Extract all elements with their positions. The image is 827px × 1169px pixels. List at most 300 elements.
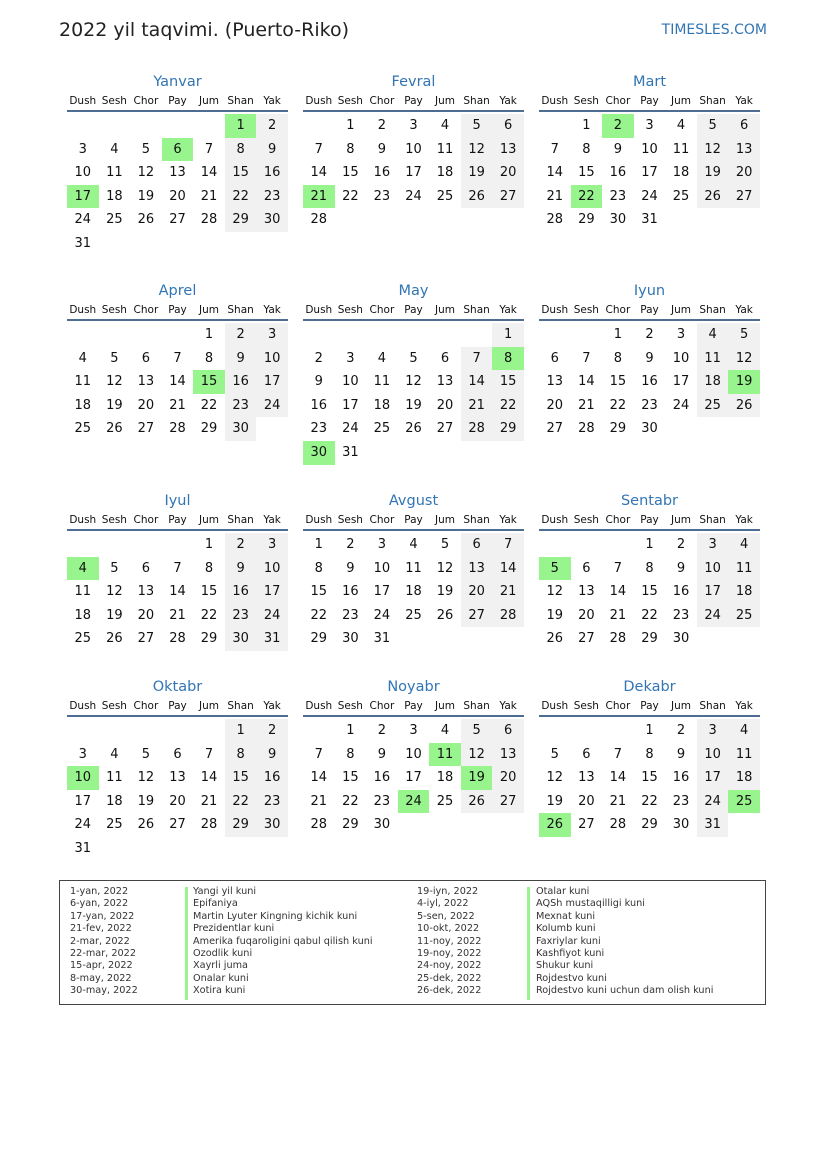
- day-cell: 3: [256, 323, 288, 347]
- day-cell: 18: [697, 370, 729, 394]
- day-cell: 18: [436, 165, 454, 181]
- day-cell: 9: [613, 141, 623, 157]
- day-cell: 8: [225, 743, 257, 767]
- weekday-label: Sesh: [101, 304, 127, 316]
- day-grid: [539, 114, 760, 232]
- day-cell: 25: [74, 631, 92, 647]
- day-cell: 2: [676, 537, 686, 552]
- day-cell: 11: [436, 141, 454, 157]
- day-cell: 15: [641, 584, 658, 600]
- empty-cell: [398, 323, 430, 347]
- day-cell: 22: [342, 188, 359, 204]
- day-cell: 21: [200, 793, 218, 809]
- month-name: Sentabr: [620, 493, 679, 509]
- weekday-label: Chor: [369, 700, 395, 712]
- legend-date: 5-sen, 2022: [417, 910, 475, 922]
- day-cell: 11: [728, 557, 760, 581]
- day-cell: 27: [461, 604, 493, 628]
- day-cell: 9: [377, 746, 387, 762]
- day-cell: 11: [373, 374, 391, 390]
- day-cell: 22: [641, 793, 658, 809]
- day-cell: 23: [672, 793, 690, 809]
- day-cell: 19: [461, 766, 493, 790]
- day-cell: 17: [405, 770, 422, 786]
- day-cell: 24: [256, 604, 288, 628]
- day-cell: 31: [74, 840, 92, 856]
- day-cell: 18: [672, 165, 690, 181]
- day-cell: 8: [204, 560, 214, 576]
- brand-link[interactable]: TIMESLES.COM: [661, 22, 767, 38]
- day-cell: 25: [728, 790, 760, 814]
- day-cell: 11: [74, 584, 92, 600]
- day-cell: 25: [672, 188, 690, 204]
- day-cell: 4: [728, 719, 760, 743]
- day-cell: 17: [256, 370, 288, 394]
- day-cell: 16: [256, 766, 288, 790]
- day-cell: 1: [645, 537, 654, 552]
- day-cell: 3: [697, 533, 729, 557]
- day-cell: 7: [613, 560, 623, 576]
- day-cell: 14: [200, 165, 218, 181]
- empty-cell: [67, 114, 99, 138]
- month-name: Mart: [632, 74, 667, 90]
- day-cell: 18: [728, 766, 760, 790]
- weekday-label: Dush: [541, 95, 569, 107]
- day-cell: 24: [342, 421, 359, 437]
- day-cell: 20: [169, 793, 186, 809]
- day-cell: 13: [492, 743, 524, 767]
- day-cell: 10: [405, 141, 422, 157]
- legend-name: Rojdestvo kuni: [536, 972, 607, 984]
- day-cell: 10: [672, 350, 690, 366]
- day-cell: 23: [609, 188, 627, 204]
- day-grid: [303, 114, 524, 232]
- day-cell: 26: [405, 421, 422, 437]
- legend-date: 8-may, 2022: [70, 972, 132, 984]
- day-cell: 19: [546, 607, 564, 623]
- legend-name: Shukur kuni: [536, 960, 594, 972]
- day-cell: 29: [310, 631, 328, 647]
- day-cell: 22: [609, 397, 627, 413]
- weekday-label: Sesh: [337, 700, 363, 712]
- empty-cell: [539, 323, 571, 347]
- day-cell: 25: [436, 793, 454, 809]
- day-cell: 20: [492, 161, 524, 185]
- weekday-header: [539, 513, 760, 531]
- empty-cell: [67, 719, 99, 743]
- day-cell: 20: [169, 188, 186, 204]
- legend-name: Amerika fuqaroligini qabul qilish kuni: [193, 935, 373, 947]
- day-cell: 27: [728, 185, 760, 209]
- day-cell: 19: [546, 793, 564, 809]
- day-cell: 21: [546, 188, 564, 204]
- day-cell: 29: [609, 421, 627, 437]
- day-cell: 3: [78, 746, 87, 762]
- month-8: [303, 491, 524, 651]
- day-cell: 27: [578, 817, 595, 833]
- weekday-label: Dush: [305, 304, 333, 316]
- month-6: [539, 281, 760, 441]
- weekday-label: Yak: [735, 304, 753, 316]
- empty-cell: [99, 114, 131, 138]
- legend-date: 22-mar, 2022: [70, 947, 136, 959]
- weekday-label: Chor: [369, 304, 395, 316]
- weekday-label: Chor: [605, 700, 631, 712]
- weekday-label: Pay: [404, 700, 423, 712]
- day-cell: 18: [436, 770, 454, 786]
- day-cell: 31: [342, 444, 359, 460]
- day-cell: 5: [728, 323, 760, 347]
- month-name: Aprel: [158, 283, 197, 299]
- day-cell: 8: [346, 141, 355, 157]
- day-cell: 10: [256, 347, 288, 371]
- day-cell: 4: [78, 350, 87, 366]
- day-cell: 23: [225, 394, 257, 418]
- day-cell: 29: [200, 421, 218, 437]
- day-cell: 22: [492, 394, 524, 418]
- day-cell: 15: [609, 374, 627, 390]
- day-grid: [539, 533, 760, 651]
- day-cell: 6: [141, 350, 151, 366]
- day-cell: 20: [578, 607, 595, 623]
- day-cell: 7: [204, 141, 214, 157]
- day-cell: 24: [697, 604, 729, 628]
- day-cell: 25: [373, 421, 391, 437]
- weekday-label: Dush: [541, 514, 569, 526]
- day-cell: 1: [204, 327, 214, 342]
- weekday-label: Shan: [227, 304, 254, 316]
- day-cell: 1: [346, 118, 355, 133]
- weekday-label: Yak: [499, 700, 517, 712]
- legend-name: Ozodlik kuni: [193, 947, 253, 959]
- day-cell: 3: [697, 719, 729, 743]
- weekday-label: Dush: [69, 700, 97, 712]
- day-cell: 4: [110, 141, 119, 157]
- day-cell: 28: [546, 212, 564, 228]
- day-cell: 29: [492, 417, 524, 441]
- day-cell: 28: [609, 817, 627, 833]
- day-cell: 20: [728, 161, 760, 185]
- day-cell: 24: [373, 607, 391, 623]
- day-cell: 26: [106, 421, 123, 437]
- day-cell: 1: [314, 537, 323, 552]
- day-cell: 27: [492, 185, 524, 209]
- day-cell: 1: [204, 537, 214, 552]
- empty-cell: [67, 323, 99, 347]
- weekday-label: Pay: [168, 95, 187, 107]
- day-cell: 11: [74, 374, 92, 390]
- day-cell: 19: [405, 397, 422, 413]
- day-cell: 4: [67, 557, 99, 581]
- day-grid: [539, 323, 760, 441]
- empty-cell: [99, 719, 131, 743]
- day-cell: 27: [546, 421, 564, 437]
- day-cell: 12: [546, 770, 564, 786]
- empty-cell: [162, 533, 194, 557]
- day-cell: 13: [578, 770, 595, 786]
- weekday-label: Dush: [69, 95, 97, 107]
- day-cell: 31: [373, 631, 391, 647]
- month-name: Iyul: [164, 493, 191, 509]
- legend-right-names: [536, 886, 713, 998]
- day-cell: 3: [645, 118, 654, 133]
- empty-cell: [571, 323, 603, 347]
- weekday-label: Chor: [369, 514, 395, 526]
- day-grid: [303, 323, 524, 465]
- legend-date: 1-yan, 2022: [70, 886, 129, 897]
- weekday-label: Dush: [305, 514, 333, 526]
- empty-cell: [130, 323, 162, 347]
- day-cell: 23: [373, 188, 391, 204]
- empty-cell: [539, 114, 571, 138]
- day-cell: 29: [641, 817, 658, 833]
- day-cell: 17: [67, 185, 99, 209]
- day-grid: [303, 533, 524, 651]
- weekday-label: Sesh: [101, 95, 127, 107]
- day-cell: 22: [342, 793, 359, 809]
- day-cell: 14: [169, 584, 186, 600]
- day-cell: 4: [409, 537, 418, 552]
- weekday-label: Chor: [133, 95, 159, 107]
- day-cell: 8: [645, 746, 654, 762]
- empty-cell: [303, 114, 335, 138]
- empty-cell: [335, 323, 367, 347]
- weekday-label: Jum: [435, 514, 456, 526]
- day-cell: 17: [641, 165, 658, 181]
- legend-left-names: [193, 886, 373, 998]
- day-cell: 14: [169, 374, 186, 390]
- day-grid: [67, 114, 288, 256]
- day-grid: [303, 719, 524, 837]
- day-cell: 13: [137, 584, 155, 600]
- day-cell: 20: [436, 397, 454, 413]
- day-cell: 26: [137, 212, 155, 228]
- weekday-header: [303, 513, 524, 531]
- empty-cell: [539, 533, 571, 557]
- day-cell: 15: [310, 584, 328, 600]
- day-cell: 8: [314, 560, 323, 576]
- day-cell: 23: [373, 793, 391, 809]
- day-cell: 15: [578, 165, 595, 181]
- day-cell: 7: [173, 350, 182, 366]
- day-cell: 13: [169, 770, 186, 786]
- day-cell: 5: [440, 537, 450, 552]
- legend-name: Epifaniya: [193, 898, 238, 910]
- day-cell: 7: [613, 746, 623, 762]
- day-grid: [67, 719, 288, 861]
- day-cell: 5: [409, 350, 418, 366]
- day-cell: 19: [461, 161, 493, 185]
- day-cell: 4: [110, 746, 119, 762]
- day-cell: 8: [645, 560, 654, 576]
- day-cell: 12: [461, 743, 493, 767]
- day-cell: 9: [314, 374, 323, 390]
- empty-cell: [130, 719, 162, 743]
- day-cell: 6: [162, 138, 194, 162]
- weekday-label: Pay: [404, 304, 423, 316]
- weekday-label: Sesh: [337, 95, 363, 107]
- weekday-label: Yak: [263, 514, 281, 526]
- day-cell: 20: [546, 397, 564, 413]
- day-cell: 17: [342, 397, 359, 413]
- weekday-label: Shan: [699, 304, 726, 316]
- day-cell: 1: [225, 719, 257, 743]
- day-cell: 7: [492, 533, 524, 557]
- day-cell: 11: [728, 743, 760, 767]
- weekday-label: Shan: [227, 95, 254, 107]
- legend-date: 17-yan, 2022: [70, 910, 135, 922]
- day-cell: 27: [137, 421, 155, 437]
- month-2: [303, 72, 524, 232]
- weekday-label: Pay: [404, 514, 423, 526]
- weekday-label: Dush: [541, 700, 569, 712]
- day-cell: 14: [200, 770, 218, 786]
- day-cell: 5: [461, 114, 493, 138]
- weekday-header: [67, 513, 288, 531]
- day-cell: 11: [106, 770, 123, 786]
- day-cell: 11: [106, 165, 123, 181]
- day-cell: 14: [310, 770, 328, 786]
- day-cell: 28: [169, 421, 186, 437]
- legend-date: 24-noy, 2022: [417, 960, 482, 972]
- day-cell: 6: [492, 719, 524, 743]
- day-cell: 24: [74, 817, 92, 833]
- day-cell: 9: [676, 746, 686, 762]
- weekday-header: [303, 699, 524, 717]
- day-cell: 31: [256, 627, 288, 651]
- empty-cell: [571, 719, 603, 743]
- day-cell: 15: [225, 161, 257, 185]
- weekday-label: Yak: [735, 95, 753, 107]
- day-cell: 21: [461, 394, 493, 418]
- day-cell: 23: [256, 185, 288, 209]
- day-cell: 13: [728, 138, 760, 162]
- legend-right-bar: [527, 887, 530, 1000]
- legend-name: Kolumb kuni: [536, 923, 596, 935]
- weekday-label: Pay: [404, 95, 423, 107]
- weekday-label: Jum: [435, 304, 456, 316]
- empty-cell: [162, 323, 194, 347]
- legend-name: AQSh mustaqilligi kuni: [536, 898, 645, 910]
- weekday-header: [67, 94, 288, 112]
- day-cell: 17: [74, 793, 92, 809]
- day-cell: 28: [578, 421, 595, 437]
- month-4: [67, 281, 288, 441]
- day-cell: 20: [137, 607, 155, 623]
- legend-name: Yangi yil kuni: [193, 886, 257, 897]
- day-cell: 4: [697, 323, 729, 347]
- day-cell: 28: [200, 212, 218, 228]
- weekday-label: Shan: [699, 700, 726, 712]
- day-cell: 12: [728, 347, 760, 371]
- legend-name: Kashfiyot kuni: [536, 947, 605, 959]
- day-cell: 12: [137, 770, 155, 786]
- day-cell: 12: [436, 560, 454, 576]
- day-cell: 21: [609, 793, 627, 809]
- day-cell: 26: [546, 631, 564, 647]
- day-cell: 10: [256, 557, 288, 581]
- weekday-label: Sesh: [337, 304, 363, 316]
- day-cell: 22: [225, 185, 257, 209]
- day-cell: 21: [492, 580, 524, 604]
- day-cell: 26: [137, 817, 155, 833]
- day-cell: 9: [676, 560, 686, 576]
- weekday-label: Jum: [671, 95, 692, 107]
- day-cell: 12: [137, 165, 155, 181]
- day-cell: 2: [346, 537, 355, 552]
- month-5: [303, 281, 524, 465]
- day-cell: 16: [609, 165, 627, 181]
- day-cell: 18: [728, 580, 760, 604]
- legend-name: Rojdestvo kuni uchun dam olish kuni: [536, 985, 714, 997]
- day-cell: 9: [377, 141, 387, 157]
- day-cell: 14: [609, 584, 627, 600]
- weekday-header: [539, 303, 760, 321]
- legend-name: Xotira kuni: [193, 985, 246, 997]
- weekday-label: Dush: [541, 304, 569, 316]
- weekday-label: Jum: [199, 514, 220, 526]
- day-cell: 17: [405, 165, 422, 181]
- legend-name: Onalar kuni: [193, 972, 249, 984]
- day-cell: 12: [106, 374, 123, 390]
- day-cell: 11: [429, 743, 461, 767]
- month-name: Yanvar: [153, 74, 202, 90]
- day-cell: 30: [256, 813, 288, 837]
- month-1: [67, 72, 288, 256]
- day-cell: 17: [373, 584, 391, 600]
- month-3: [539, 72, 760, 232]
- day-cell: 6: [461, 533, 493, 557]
- day-cell: 5: [461, 719, 493, 743]
- day-cell: 6: [173, 746, 182, 762]
- legend-name: Prezidentlar kuni: [193, 923, 275, 935]
- day-cell: 8: [582, 141, 591, 157]
- day-cell: 29: [342, 817, 359, 833]
- legend-date: 6-yan, 2022: [70, 898, 129, 910]
- weekday-label: Sesh: [573, 700, 599, 712]
- day-cell: 1: [613, 327, 623, 342]
- day-cell: 16: [641, 374, 658, 390]
- day-cell: 4: [676, 118, 686, 133]
- day-cell: 19: [728, 370, 760, 394]
- day-cell: 24: [256, 394, 288, 418]
- legend-right-dates: [417, 886, 481, 998]
- weekday-label: Chor: [133, 514, 159, 526]
- day-cell: 1: [346, 723, 355, 738]
- empty-cell: [67, 533, 99, 557]
- day-cell: 7: [314, 141, 323, 157]
- day-cell: 2: [314, 350, 323, 366]
- weekday-header: [67, 699, 288, 717]
- day-cell: 2: [225, 323, 257, 347]
- day-cell: 15: [641, 770, 658, 786]
- weekday-label: Shan: [463, 514, 490, 526]
- weekday-label: Shan: [699, 95, 726, 107]
- day-cell: 13: [492, 138, 524, 162]
- legend-name: Martin Lyuter Kingning kichik kuni: [193, 910, 358, 922]
- day-cell: 30: [256, 208, 288, 232]
- day-cell: 10: [641, 141, 658, 157]
- empty-cell: [162, 114, 194, 138]
- day-cell: 31: [74, 235, 92, 251]
- day-cell: 6: [141, 560, 151, 576]
- day-cell: 11: [697, 347, 729, 371]
- day-cell: 21: [169, 397, 186, 413]
- day-cell: 29: [225, 208, 257, 232]
- weekday-label: Dush: [305, 95, 333, 107]
- day-cell: 4: [440, 723, 450, 738]
- day-cell: 16: [256, 161, 288, 185]
